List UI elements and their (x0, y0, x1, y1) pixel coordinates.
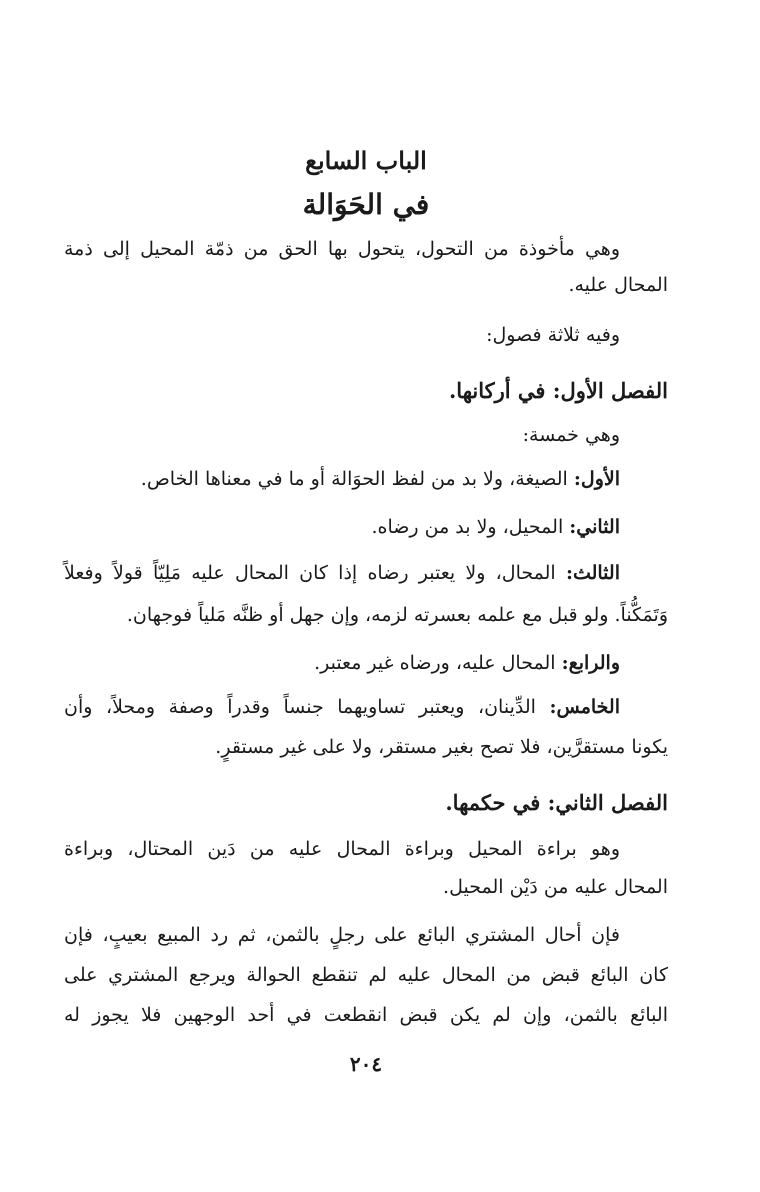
pillar-term: الثالث: (565, 562, 620, 584)
section-1-count-note: وهي خمسة: (522, 424, 620, 446)
pillar-text: وَتَمَكُّناً. ولو قبل مع علمه بعسرته لزمه، وإن جهل أو ظنَّه مَلياً فوجهان. (126, 604, 668, 626)
pillar-text: الصيغة، ولا بد من لفظ الحوَالة أو ما في معناها الخاص. (140, 468, 574, 490)
chapter-subtitle: في الحَوَالة (302, 188, 430, 221)
section-1-heading: الفصل الأول: في أركانها. (448, 378, 668, 403)
pillar-term: الثاني: (569, 516, 620, 538)
section-2-line: المحال عليه من دَيْن المحيل. (443, 876, 668, 898)
section-2-line: وهو براءة المحيل وبراءة المحال عليه من دَين المحتال، وبراءة (64, 838, 620, 860)
pillar-text: المحال، ولا يعتبر رضاه إذا كان المحال عليه مَلِيّاً قولاً وفعلاً (64, 562, 566, 584)
section-2-line: فإن أحال المشتري البائع على رجلٍ بالثمن، ثم رد المبيع بعيبٍ، فإن (64, 924, 620, 946)
pillar-item (64, 696, 620, 719)
pillar-term: الأول: (573, 468, 620, 490)
page-number: ٢٠٤ (349, 1052, 383, 1076)
book-page (64, 0, 668, 1192)
intro-line-1: وهي مأخوذة من التحول، يتحول بها الحق من ذمّة المحيل إلى ذمة (64, 238, 620, 260)
pillar-text: يكونا مستقرَّين، فلا تصح بغير مستقر، ولا على غير مستقرٍ. (215, 736, 668, 758)
pillar-item (64, 562, 620, 585)
chapter-title: الباب السابع (305, 146, 427, 175)
pillar-item (64, 468, 620, 491)
pillar-text: المحيل، ولا بد من رضاه. (371, 516, 570, 538)
pillar-term: والرابع: (561, 652, 620, 674)
pillar-item (64, 652, 620, 675)
section-2-line: البائع بالثمن، وإن لم يكن قبض انقطعت في أحد الوجهين فلا يجوز له (64, 1004, 668, 1026)
pillar-item-continuation (64, 604, 668, 627)
pillar-text: الدِّينان، ويعتبر تساويهما جنساً وقدراً وصفة ومحلاً، وأن (64, 696, 550, 718)
pillar-text: المحال عليه، ورضاه غير معتبر. (314, 652, 562, 674)
intro-line-2: المحال عليه. (568, 274, 668, 296)
section-2-heading: الفصل الثاني: في حكمها. (445, 790, 668, 815)
sections-note: وفيه ثلاثة فصول: (486, 324, 620, 346)
pillar-item-continuation (64, 736, 668, 759)
pillar-item (64, 516, 620, 539)
section-2-line: كان البائع قبض من المحال عليه لم تنقطع الحوالة ويرجع المشتري على (64, 964, 668, 986)
pillar-term: الخامس: (549, 696, 620, 718)
